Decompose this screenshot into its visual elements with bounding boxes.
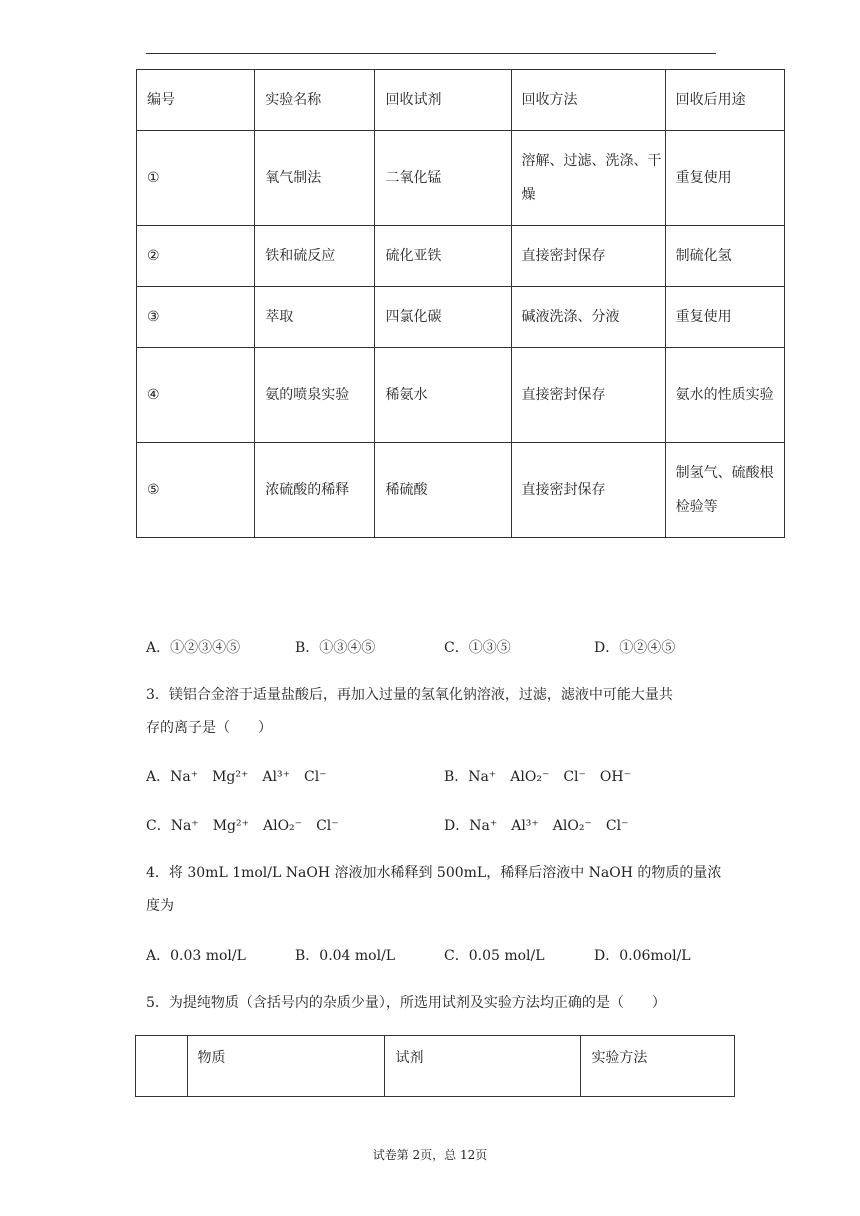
q3-stem-line2: 存的离子是（ ） <box>146 720 272 736</box>
header-cell: 回收方法 <box>511 70 665 131</box>
table-row <box>137 287 785 348</box>
recycling-table <box>136 69 785 538</box>
header-cell: 回收试剂 <box>375 70 511 131</box>
table-header-row <box>137 70 785 131</box>
q2-option-a: A．①②③④⑤ <box>146 640 241 656</box>
table-cell: 四氯化碳 <box>375 287 511 348</box>
q5-stem: 5．为提纯物质（含括号内的杂质少量），所选用试剂及实验方法均正确的是（ ） <box>146 995 666 1011</box>
q3-stem-line1: 3．镁铝合金溶于适量盐酸后，再加入过量的氢氧化钠溶液，过滤，滤液中可能大量共 <box>146 687 673 703</box>
q4-option-c: C．0.05 mol/L <box>444 948 545 964</box>
table-cell: ③ <box>137 287 255 348</box>
header-rule <box>146 53 716 54</box>
header-cell: 物质 <box>187 1036 385 1097</box>
table-row <box>137 348 785 443</box>
table-cell: 氨的喷泉实验 <box>255 348 375 443</box>
purification-table <box>135 1035 735 1097</box>
table-cell: 萃取 <box>255 287 375 348</box>
table-cell: 氧气制法 <box>255 131 375 226</box>
q3-option-b: B．Na⁺ AlO₂⁻ Cl⁻ OH⁻ <box>444 769 631 785</box>
q4-stem-line1: 4．将 30mL 1mol/L NaOH 溶液加水稀释到 500mL，稀释后溶液中 NaOH 的物质的量浓 <box>146 865 722 881</box>
table-header-row <box>136 1036 735 1097</box>
table-cell: 铁和硫反应 <box>255 226 375 287</box>
table-cell: 二氧化锰 <box>375 131 511 226</box>
table-cell: 直接密封保存 <box>511 443 665 538</box>
q4-option-a: A．0.03 mol/L <box>146 948 246 964</box>
table-cell: 稀硫酸 <box>375 443 511 538</box>
q4-option-b: B．0.04 mol/L <box>295 948 396 964</box>
q4-option-d: D．0.06mol/L <box>594 948 691 964</box>
header-cell: 实验方法 <box>581 1036 735 1097</box>
q3-option-d: D．Na⁺ Al³⁺ AlO₂⁻ Cl⁻ <box>444 818 629 834</box>
table-cell: 制硫化氢 <box>665 226 784 287</box>
table-cell: 直接密封保存 <box>511 348 665 443</box>
q2-option-b: B．①③④⑤ <box>295 640 376 656</box>
q4-stem-line2: 度为 <box>146 898 174 914</box>
table-cell: 制氢气、硫酸根检验等 <box>665 443 784 538</box>
table-row <box>137 131 785 226</box>
table-cell: ④ <box>137 348 255 443</box>
table-cell: ② <box>137 226 255 287</box>
table-cell: 重复使用 <box>665 131 784 226</box>
header-cell: 编号 <box>137 70 255 131</box>
table-cell: 直接密封保存 <box>511 226 665 287</box>
table-row <box>137 443 785 538</box>
table-cell: 重复使用 <box>665 287 784 348</box>
table-row <box>137 226 785 287</box>
table-cell: 浓硫酸的稀释 <box>255 443 375 538</box>
table-cell: 氨水的性质实验 <box>665 348 784 443</box>
table-cell: 稀氨水 <box>375 348 511 443</box>
header-cell: 实验名称 <box>255 70 375 131</box>
q2-option-d: D．①②④⑤ <box>594 640 676 656</box>
header-cell <box>136 1036 188 1097</box>
table-cell: 硫化亚铁 <box>375 226 511 287</box>
table-cell: ① <box>137 131 255 226</box>
q3-option-c: C．Na⁺ Mg²⁺ AlO₂⁻ Cl⁻ <box>146 818 339 834</box>
table-cell: 碱液洗涤、分液 <box>511 287 665 348</box>
q2-option-c: C．①③⑤ <box>444 640 511 656</box>
page-footer: 试卷第 2页，总 12页 <box>372 1148 488 1162</box>
header-cell: 回收后用途 <box>665 70 784 131</box>
header-cell: 试剂 <box>385 1036 581 1097</box>
q3-option-a: A．Na⁺ Mg²⁺ Al³⁺ Cl⁻ <box>146 769 327 785</box>
table-cell: ⑤ <box>137 443 255 538</box>
table-cell: 溶解、过滤、洗涤、干燥 <box>511 131 665 226</box>
